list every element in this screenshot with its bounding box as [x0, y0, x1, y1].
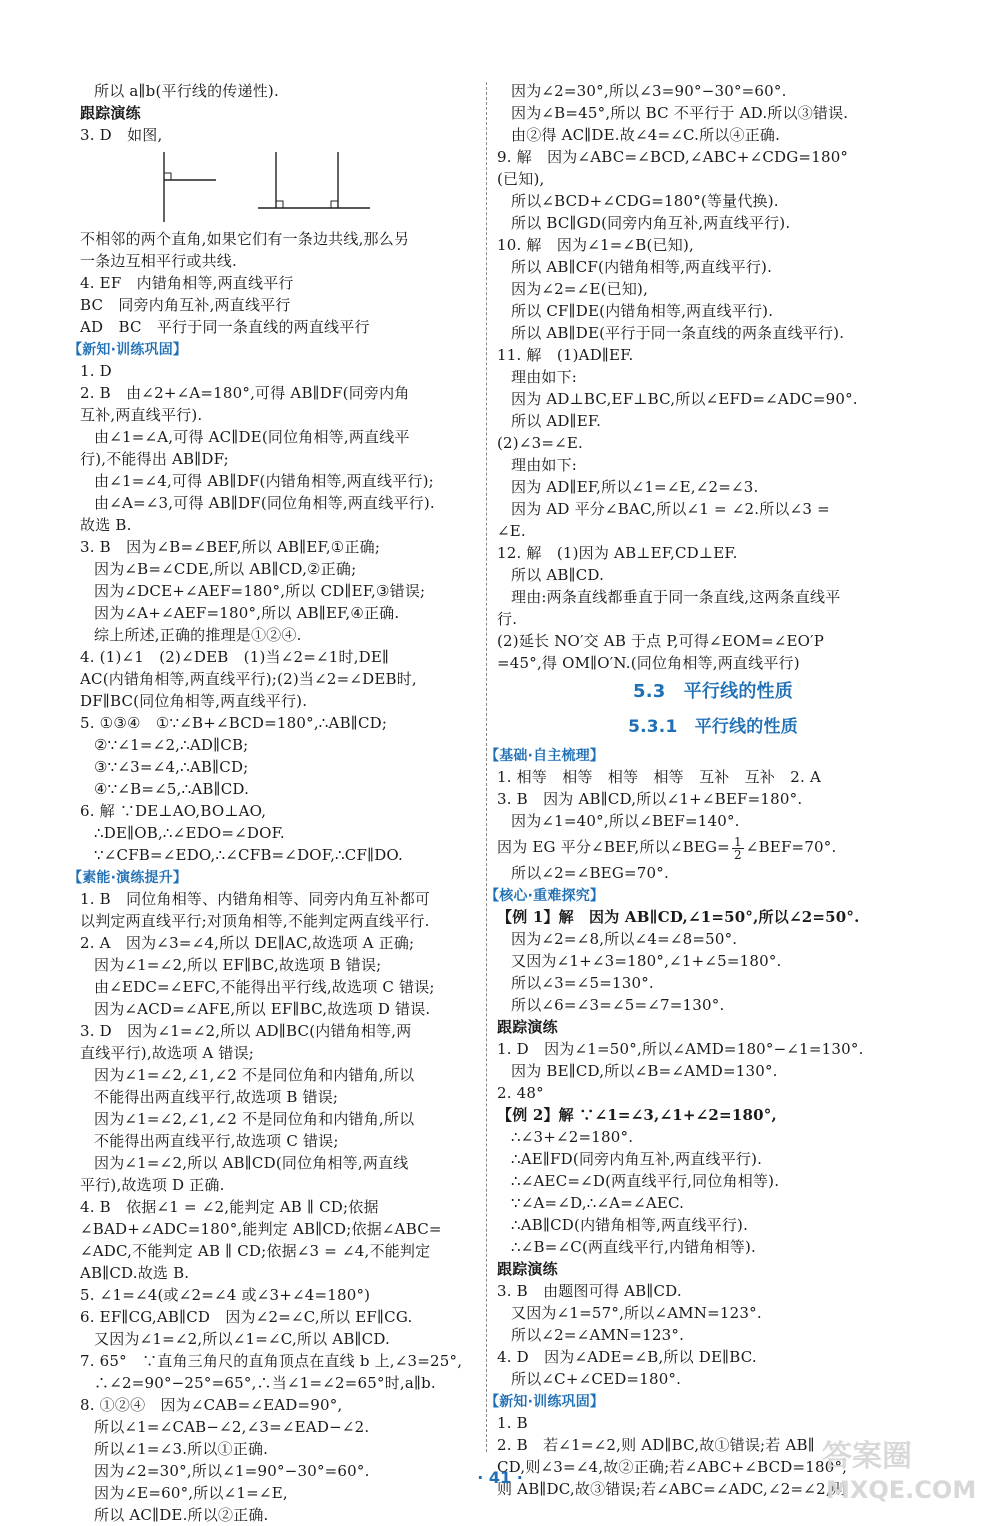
text-line: 4. (1)∠1 (2)∠DEB (1)当∠2=∠1时,DE∥ [80, 648, 390, 666]
text-line: 12. 解 (1)因为 AB⊥EF,CD⊥EF. [497, 544, 738, 562]
svg-text:MXQE.COM: MXQE.COM [826, 1476, 977, 1504]
text-line: 因为∠1=∠2,所以 AB∥CD(同位角相等,两直线 [94, 1154, 409, 1172]
text-line: 因为 AD⊥BC,EF⊥BC,所以∠EFD=∠ADC=90°. [511, 390, 858, 408]
text-line [497, 906, 929, 928]
text-line: 跟踪演练 [497, 1260, 558, 1278]
text-line: 所以 CF∥DE(内错角相等,两直线平行). [511, 302, 774, 320]
half-fraction [732, 836, 744, 861]
text-line: 由②得 AC∥DE.故∠4=∠C.所以④正确. [511, 126, 781, 144]
text-line: 所以 AD∥EF. [511, 412, 602, 430]
text-line: 因为∠2=∠E(已知), [511, 280, 649, 298]
text-line: 所以∠C+∠CED=180°. [511, 1370, 682, 1388]
text-line: 因为∠B=45°,所以 BC 不平行于 AD.所以③错误. [511, 104, 849, 122]
text-line: 因为 BE∥CD,所以∠B=∠AMD=130°. [511, 1062, 778, 1080]
text-line: 4. B 依据∠1 = ∠2,能判定 AB ∥ CD;依据 [80, 1198, 379, 1216]
text-line: 6. EF∥CG,AB∥CD 因为∠2=∠C,所以 EF∥CG. [80, 1308, 413, 1326]
text-line: 因为∠DCE+∠AEF=180°,所以 CD∥EF,③错误; [94, 582, 426, 600]
text-line: 则 AB∥DC,故③错误;若∠ABC=∠ADC,∠2=∠2,则 [497, 1480, 846, 1498]
right-after-block [485, 862, 929, 1500]
text-line: (2)∠3=∠E. [497, 434, 584, 452]
text-line: 1. B 同位角相等、内错角相等、同旁内角互补都可 [80, 890, 431, 908]
left-after-block [68, 228, 480, 1526]
text-line: 因为∠1=∠2,所以 EF∥BC,故选项 B 错误; [94, 956, 382, 974]
text-line: 2. B 由∠2+∠A=180°,可得 AB∥DF(同旁内角 [80, 384, 410, 402]
text-line: 所以 a∥b(平行线的传递性). [94, 82, 279, 100]
text-line: 9. 解 因为∠ABC=∠BCD,∠ABC+∠CDG=180° [497, 148, 849, 166]
text-line: (2)延长 NO′交 AB 于点 P,可得∠EOM=∠EO′P [497, 632, 825, 650]
text-line: 理由:两条直线都垂直于同一条直线,这两条直线平 [511, 588, 841, 606]
text-line [485, 1390, 929, 1412]
text-line: 直线平行),故选项 A 错误; [80, 1044, 255, 1062]
text-line: 又因为∠1+∠3=180°,∠1+∠5=180°. [511, 952, 782, 970]
left-before-block [80, 80, 480, 146]
section-label: 【基础·自主梳理】 [485, 748, 605, 764]
text-line: ③∵∠3=∠4,∴AB∥CD; [94, 758, 249, 776]
text-line: 行),不能得出 AB∥DF; [80, 450, 229, 468]
text-line [68, 866, 480, 888]
text-line: ∵∠A=∠D,∴∠A=∠AEC. [511, 1194, 685, 1212]
text-line: 由∠1=∠A,可得 AC∥DE(同位角相等,两直线平 [94, 428, 410, 446]
section-heading-5-3: 5.3 平行线的性质 [633, 681, 793, 702]
text-line: 行. [497, 610, 518, 628]
text-line: 3. D 如图, [80, 126, 163, 144]
fraction-numerator: 1 [733, 834, 742, 849]
svg-text:答案圈: 答案圈 [822, 1439, 912, 1474]
text-line: 10. 解 因为∠1=∠B(已知), [497, 236, 694, 254]
text-line: 5. ∠1=∠4(或∠2=∠4 或∠3+∠4=180°) [80, 1286, 371, 1304]
text-line: =45°,得 OM∥O′N.(同位角相等,两直线平行) [497, 654, 800, 672]
text-line: 11. 解 (1)AD∥EF. [497, 346, 634, 364]
text-line: 因为 AD 平分∠BAC,所以∠1 = ∠2.所以∠3 = [511, 500, 830, 518]
text-line: 所以 AB∥DE(平行于同一条直线的两条直线平行). [511, 324, 845, 342]
text-line: 7. 65° ∵直角三角尺的直角顶点在直线 b 上,∠3=25°, [80, 1352, 463, 1370]
text-line: 所以∠6=∠3=∠5=∠7=130°. [511, 996, 725, 1014]
text-line: AC(内错角相等,两直线平行);(2)当∠2=∠DEB时, [80, 670, 417, 688]
text-line: 因为∠1=∠2,∠1,∠2 不是同位角和内错角,所以 [94, 1066, 415, 1084]
text-line: ②∵∠1=∠2,∴AD∥CB; [94, 736, 249, 754]
text-line [485, 744, 929, 766]
text-line: ∵∠CFB=∠EDO,∴∠CFB=∠DOF,∴CF∥DO. [94, 846, 404, 864]
text-line: 理由如下: [511, 456, 578, 474]
text-line: 综上所述,正确的推理是①②④. [94, 626, 302, 644]
section-label: 【例 1】解 因为 AB∥CD,∠1=50°,所以∠2=50°. [497, 908, 860, 926]
text-line: 所以∠2=∠AMN=123°. [511, 1326, 685, 1344]
text-line: 所以∠3=∠5=130°. [511, 974, 654, 992]
text-line: 又因为∠1=∠2,所以∠1=∠C,所以 AB∥CD. [94, 1330, 391, 1348]
text-line: 所以∠1=∠CAB−∠2,∠3=∠EAD−∠2. [94, 1418, 370, 1436]
right-before-block [497, 80, 929, 674]
text-line: ∴∠AEC=∠D(两直线平行,同位角相等). [511, 1172, 780, 1190]
left-column [68, 80, 480, 1526]
fraction-line-before: 因为 EG 平分∠BEF,所以∠BEG= [497, 838, 730, 856]
text-line: CD,则∠3=∠4,故②正确;若∠ABC+∠BCD=180°, [497, 1458, 848, 1476]
text-line: 3. B 因为 AB∥CD,所以∠1+∠BEF=180°. [497, 790, 803, 808]
text-line: 3. B 因为∠B=∠BEF,所以 AB∥EF,①正确; [80, 538, 381, 556]
right-mid-block [485, 744, 929, 832]
text-line: 因为∠B=∠CDE,所以 AB∥CD,②正确; [94, 560, 357, 578]
perpendicular-diagram [158, 148, 378, 224]
text-line: 跟踪演练 [497, 1018, 558, 1036]
text-line [497, 1104, 929, 1126]
text-line: 因为∠1=∠2,∠1,∠2 不是同位角和内错角,所以 [94, 1110, 415, 1128]
text-line: ∴∠3+∠2=180°. [511, 1128, 634, 1146]
text-line: 故选 B. [80, 516, 132, 534]
text-line: 因为∠E=60°,所以∠1=∠E, [94, 1484, 288, 1502]
text-line: 一条边互相平行或共线. [80, 252, 237, 270]
text-line: 所以∠2=∠BEG=70°. [511, 864, 669, 882]
text-line: 2. B 若∠1=∠2,则 AD∥BC,故①错误;若 AB∥ [497, 1436, 815, 1454]
right-column [485, 80, 929, 1500]
section-heading-5-3-1: 5.3.1 平行线的性质 [628, 717, 798, 737]
text-line: (已知), [497, 170, 545, 188]
text-line: 以判定两直线平行;对顶角相等,不能判定两直线平行. [80, 912, 430, 930]
text-line: 6. 解 ∵DE⊥AO,BO⊥AO, [80, 802, 267, 820]
text-line: 不能得出两直线平行,故选项 B 错误; [94, 1088, 339, 1106]
section-label: 【新知·训练巩固】 [485, 1394, 605, 1410]
text-line: 因为∠A+∠AEF=180°,所以 AB∥EF,④正确. [94, 604, 400, 622]
page-number: · 41 · [477, 1468, 523, 1487]
text-line: AB∥CD.故选 B. [80, 1264, 190, 1282]
text-line: 由∠EDC=∠EFC,不能得出平行线,故选项 C 错误; [94, 978, 435, 996]
text-line: 5. ①③④ ①∵∠B+∠BCD=180°,∴AB∥CD; [80, 714, 388, 732]
text-line: 由∠1=∠4,可得 AB∥DF(内错角相等,两直线平行); [94, 472, 434, 490]
text-line: 1. D [80, 362, 112, 380]
text-line: 所以 AC∥DE.所以②正确. [94, 1506, 269, 1524]
text-line: 1. D 因为∠1=50°,所以∠AMD=180°−∠1=130°. [497, 1040, 864, 1058]
text-line: 所以 BC∥GD(同旁内角互补,两直线平行). [511, 214, 791, 232]
text-line: ∴∠2=90°−25°=65°,∴当∠1=∠2=65°时,a∥b. [94, 1374, 436, 1392]
text-line [68, 338, 480, 360]
text-line: ∴AB∥CD(内错角相等,两直线平行). [511, 1216, 749, 1234]
text-line: 因为∠2=30°,所以∠3=90°−30°=60°. [511, 82, 787, 100]
section-label: 【新知·训练巩固】 [68, 342, 188, 358]
text-line: 理由如下: [511, 368, 578, 386]
text-line: 跟踪演练 [80, 104, 141, 122]
text-line: ④∵∠B=∠5,∴AB∥CD. [94, 780, 250, 798]
text-line: 4. EF 内错角相等,两直线平行 [80, 274, 294, 292]
text-line: 所以 AB∥CF(内错角相等,两直线平行). [511, 258, 773, 276]
section-label: 【素能·演练提升】 [68, 870, 188, 886]
text-line: 所以∠BCD+∠CDG=180°(等量代换). [511, 192, 779, 210]
fraction-denominator: 2 [733, 847, 742, 862]
text-line: 不相邻的两个直角,如果它们有一条边共线,那么另 [80, 230, 410, 248]
text-line: 8. ①②④ 因为∠CAB=∠EAD=90°, [80, 1396, 343, 1414]
text-line: 1. 相等 相等 相等 相等 互补 互补 2. A [497, 768, 821, 786]
text-line: 2. 48° [497, 1084, 544, 1102]
column-divider [486, 82, 488, 1452]
text-line: 所以∠1=∠3.所以①正确. [94, 1440, 269, 1458]
text-line: 由∠A=∠3,可得 AB∥DF(同位角相等,两直线平行). [94, 494, 435, 512]
text-line: AD BC 平行于同一条直线的两直线平行 [80, 318, 370, 336]
text-line: 所以 AB∥CD. [511, 566, 605, 584]
section-label: 【核心·重难探究】 [485, 888, 605, 904]
text-line: DF∥BC(同位角相等,两直线平行). [80, 692, 308, 710]
text-line: 不能得出两直线平行,故选项 C 错误; [94, 1132, 339, 1150]
text-line: 1. B [497, 1414, 528, 1432]
section-label: 【例 2】解 ∵∠1=∠3,∠1+∠2=180°, [497, 1106, 777, 1124]
text-line: 因为∠ACD=∠AFE,所以 EF∥BC,故选项 D 错误. [94, 1000, 431, 1018]
text-line: 因为∠2=∠8,所以∠4=∠8=50°. [511, 930, 738, 948]
text-line: 因为∠2=30°,所以∠1=90°−30°=60°. [94, 1462, 370, 1480]
fraction-line-after: ∠BEF=70°. [745, 838, 837, 856]
text-line: 因为 AD∥EF,所以∠1=∠E,∠2=∠3. [511, 478, 759, 496]
text-line: 因为∠1=40°,所以∠BEF=140°. [511, 812, 740, 830]
fraction-line [497, 832, 929, 862]
text-line: ∠E. [497, 522, 526, 540]
text-line: 平行),故选项 D 正确. [80, 1176, 225, 1194]
text-line: 3. B 由题图可得 AB∥CD. [497, 1282, 682, 1300]
text-line: ∠BAD+∠ADC=180°,能判定 AB∥CD;依据∠ABC= [80, 1220, 442, 1238]
text-line: ∴AE∥FD(同旁内角互补,两直线平行). [511, 1150, 763, 1168]
text-line: ∴∠B=∠C(两直线平行,内错角相等). [511, 1238, 756, 1256]
text-line: ∴DE∥OB,∴∠EDO=∠DOF. [94, 824, 285, 842]
text-line: 3. D 因为∠1=∠2,所以 AD∥BC(内错角相等,两 [80, 1022, 412, 1040]
text-line: 又因为∠1=57°,所以∠AMN=123°. [511, 1304, 762, 1322]
text-line: 2. A 因为∠3=∠4,所以 DE∥AC,故选项 A 正确; [80, 934, 415, 952]
text-line [485, 884, 929, 906]
text-line: BC 同旁内角互补,两直线平行 [80, 296, 291, 314]
text-line: ∠ADC,不能判定 AB ∥ CD;依据∠3 = ∠4,不能判定 [80, 1242, 431, 1260]
watermark-logo [812, 1428, 992, 1508]
text-line: 4. D 因为∠ADE=∠B,所以 DE∥BC. [497, 1348, 757, 1366]
text-line: 互补,两直线平行). [80, 406, 203, 424]
